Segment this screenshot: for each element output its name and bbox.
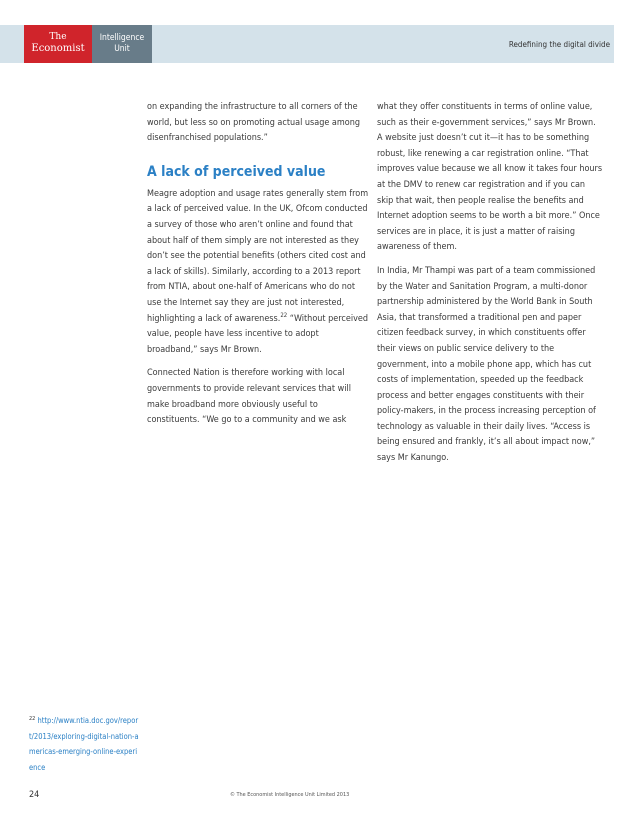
paragraph: In India, Mr Thampi was part of a team commissioned by the Water and Sanitation Program, a multi-donor partnership administered by the World Bank in South Asia, that transformed a traditional pen and paper citizen feedback survey, in which constituents offer their views on public service delivery to the government, into a mobile phone app, which has cut costs of implementation, speeded up the feedback process and better engages constituents with their policy-makers, in the process increasing perception of technology as valuable in their daily lives. “Access is being ensured and frankly, it’s all about impact now,” says Mr Kanungo.: [377, 265, 596, 464]
economist-logo: [24, 25, 92, 63]
copyright-notice: © The Economist Intelligence Unit Limited 2013: [230, 792, 350, 798]
paragraph-text: Meagre adoption and usage rates generally stem from a lack of perceived value. In the UK, Ofcom conducted a survey of those who aren’t online and found that about half of them simply are not interested as they don’t see the potential benefits (others cited cost and a lack of skills). Similarly, according to a 2013 report from NTIA, about one-half of Americans who do not use the Internet say they are just not interested, highlighting a lack of awareness.: [147, 188, 369, 324]
report-title: Redefining the digital divide: [508, 40, 610, 49]
left-column: [147, 100, 369, 437]
paragraph: Connected Nation is therefore working with local governments to provide relevant services that will make broadband more obviously useful to constituents. “We go to a community and we ask: [147, 368, 351, 426]
eiu-logo-line2: Unit: [114, 44, 130, 54]
eiu-logo-line1: Intelligence: [99, 33, 145, 43]
page-number: 24: [29, 790, 40, 800]
right-column: [377, 100, 603, 475]
paragraph: [147, 187, 369, 359]
eiu-logo: [92, 25, 152, 63]
economist-logo-line2: Economist: [31, 43, 85, 54]
footnote: [29, 712, 141, 775]
economist-logo-line1: The: [49, 32, 67, 42]
footnote-reference[interactable]: 22: [280, 311, 288, 319]
paragraph: what they offer constituents in terms of online value, such as their e-government services,” says Mr Brown. A website just doesn’t cut it—it has to be something robust, like renewing a car registration online. “That improves value because we all know it takes four hours at the DMV to renew car registration and if you can skip that wait, then people realise the benefits and Internet adoption seems to be worth a bit more.” Once services are in place, it is just a matter of raising awareness of them.: [377, 102, 603, 253]
section-heading: A lack of perceived value: [147, 163, 326, 180]
footnote-number: 22: [29, 716, 36, 722]
paragraph-continued: on expanding the infrastructure to all corners of the world, but less so on promoting actual usage among disenfranchised populations.”: [147, 102, 361, 144]
footnote-link[interactable]: http://www.ntia.doc.gov/report/2013/exploring-digital-nation-americas-emerging-online-experience: [29, 716, 139, 772]
paragraph-text: “Without perceived value, people have less incentive to adopt broadband,” says Mr Brown.: [147, 313, 368, 355]
